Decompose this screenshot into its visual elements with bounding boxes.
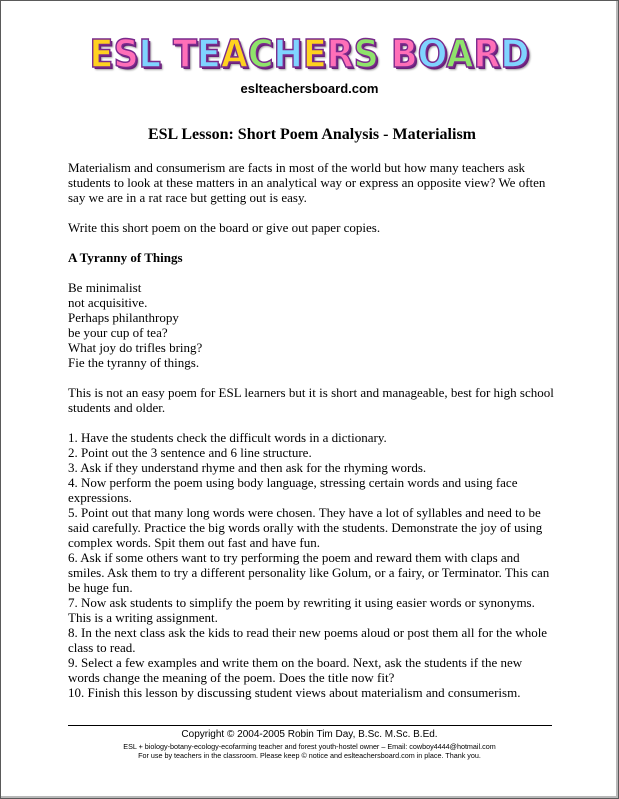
poem-line: Perhaps philanthropy [68,310,179,325]
lesson-step: 6. Ask if some others want to try performing the poem and reward them with claps and smiles. Ask them to try a different personality like Golum, or a fairy, or Terminator. This can be huge fun. [68,550,550,595]
poem-line: be your cup of tea? [68,325,168,340]
poem-line: Fie the tyranny of things. [68,355,200,370]
logo-letter: O [417,32,447,76]
footer-author-line: ESL + biology-botany-ecology-ecofarming teacher and forest youth-hostel owner – Email: cowboy4444@hotmail.com [123,742,496,751]
intro-paragraph: Materialism and consumerism are facts in most of the world but how many teachers ask students to look at these matters in an analytical way or express an opposite view? We often say we are in a rat race but getting out is easy. [68,160,546,205]
logo-letter: A [446,32,474,76]
logo-letter: S [113,32,139,76]
lesson-step: 10. Finish this lesson by discussing student views about materialism and consumerism. [68,685,521,700]
article-body [68,125,556,700]
lesson-step: 2. Point out the 3 sentence and 6 line structure. [68,445,312,460]
footer-copyright: Copyright © 2004-2005 Robin Tim Day, B.Sc. M.Sc. B.Ed. [181,729,438,740]
poem-title: A Tyranny of Things [68,250,183,265]
logo-letter: A [220,32,248,76]
logo-letter: S [353,32,379,76]
footer-divider [68,725,552,726]
poem-line: What joy do trifles bring? [68,340,203,355]
logo-letter: D [500,32,530,76]
site-url: eslteachersboard.com [240,81,379,96]
logo-letter: R [326,32,354,76]
lesson-step: 4. Now perform the poem using body language, stressing certain words and using face expressions. [68,475,518,505]
logo-letter: T [173,32,197,76]
site-logo [26,31,594,77]
poem [68,280,556,370]
lesson-step: 8. In the next class ask the kids to read their new poems aloud or post them all for the whole class to read. [68,625,548,655]
logo-letter: H [273,32,303,76]
lesson-step: 7. Now ask students to simplify the poem by rewriting it using easier words or synonyms. This is a writing assignment. [68,595,535,625]
logo-letter: C [247,32,274,76]
logo-letter: R [473,32,501,76]
instruction-paragraph: Write this short poem on the board or give out paper copies. [68,220,381,235]
logo-letter: B [390,32,418,76]
logo-letter [379,32,391,76]
logo-letter: E [196,32,221,76]
poem-line: Be minimalist [68,280,142,295]
lesson-step: 5. Point out that many long words were chosen. They have a lot of syllables and need to be said carefully. Practice the big words orally with the students. Demonstrate the joy of using complex words. Spit them out fast and have fun. [68,505,543,550]
logo-letter: E [89,32,114,76]
lesson-steps [68,430,556,700]
logo-letter: L [138,32,161,76]
lesson-step: 3. Ask if they understand rhyme and then ask for the rhyming words. [68,460,427,475]
article-title: ESL Lesson: Short Poem Analysis - Materialism [147,126,476,143]
poem-line: not acquisitive. [68,295,148,310]
logo-letter [161,32,173,76]
note-paragraph: This is not an easy poem for ESL learners but it is short and manageable, best for high school students and older. [68,385,554,415]
lesson-step: 9. Select a few examples and write them on the board. Next, ask the students if the new words change the meaning of the poem. Does the title now fit? [68,655,523,685]
logo-letter: E [302,32,327,76]
lesson-step: 1. Have the students check the difficult words in a dictionary. [68,430,387,445]
footer-usage-line: For use by teachers in the classroom. Please keep © notice and eslteachersboard.com in place. Thank you. [138,751,481,760]
